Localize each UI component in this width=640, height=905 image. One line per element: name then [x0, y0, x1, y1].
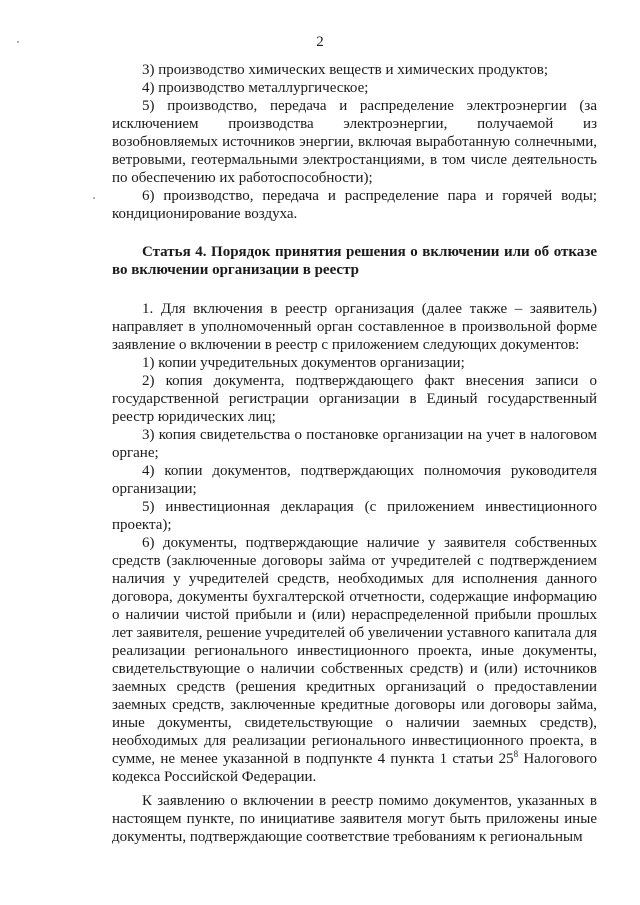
item6-superscript: 8 [513, 749, 519, 759]
clause-intro: 1. Для включения в реестр организация (далее также – заявитель) направляет в уполномоченный орган составленное в произвольной форме заявление о включении в реестр с приложением следующих документов: [112, 301, 597, 353]
scan-speck [93, 197, 95, 199]
document-item-5: 5) инвестиционная декларация (с приложением инвестиционного проекта); [112, 499, 597, 533]
document-body [112, 61, 597, 846]
list-item-5: 5) производство, передача и распределение электроэнергии (за исключением производства электроэнергии, получаемой из возобновляемых источников энергии, включая выработанную солнечными, ветровыми, геотермальными электростанциями, в том числе деятельность по обеспечению их работоспособности); [112, 98, 597, 186]
item6-text: 6) документы, подтверждающие наличие у заявителя собственных средств (заключенные договоры займа от учредителей с подтверждением наличия у учредителей средств, необходимых для исполнения данного договора, документы бухгалтерской отчетности, содержащие информацию о наличии чистой прибыли и (или) нераспределенной прибыли прошлых лет заявителя, решение учредителей об увеличении уставного капитала для реализации регионального инвестиционного проекта, иные документы, свидетельствующие о наличии собственных средств) и (или) источников заемных средств (решения кредитных организаций о предоставлении заемных средств, заключенные кредитные договоры или договоры займа, иные документы, свидетельствующие о наличии заемных средств), необходимых для реализации регионального инвестиционного проекта, в сумме, не менее указанной в подпункте 4 пункта 1 статьи 25 [112, 535, 597, 767]
document-item-1: 1) копии учредительных документов организации; [142, 355, 465, 371]
list-item-4: 4) производство металлургическое; [142, 80, 369, 96]
closing-paragraph: К заявлению о включении в реестр помимо документов, указанных в настоящем пункте, по инициативе заявителя могут быть приложены иные документы, подтверждающие соответствие требованиям к региональным [112, 793, 597, 845]
list-item-3: 3) производство химических веществ и химических продуктов; [142, 62, 549, 78]
page-number: 2 [316, 34, 324, 50]
document-item-2: 2) копия документа, подтверждающего факт внесения записи о государственной регистрации организации в Единый государственный реестр юридических лиц; [112, 373, 597, 425]
item6-end: Налогового кодекса Российской Федерации. [112, 751, 597, 785]
document-item-4: 4) копии документов, подтверждающих полномочия руководителя организации; [112, 463, 597, 497]
document-item-3: 3) копия свидетельства о постановке организации на учет в налоговом органе; [112, 427, 597, 461]
document-item-6 [112, 534, 597, 786]
article-heading: Статья 4. Порядок принятия решения о включении или об отказе во включении организации в реестр [112, 244, 597, 278]
list-item-6: 6) производство, передача и распределение пара и горячей воды; кондиционирование воздуха. [112, 188, 597, 222]
